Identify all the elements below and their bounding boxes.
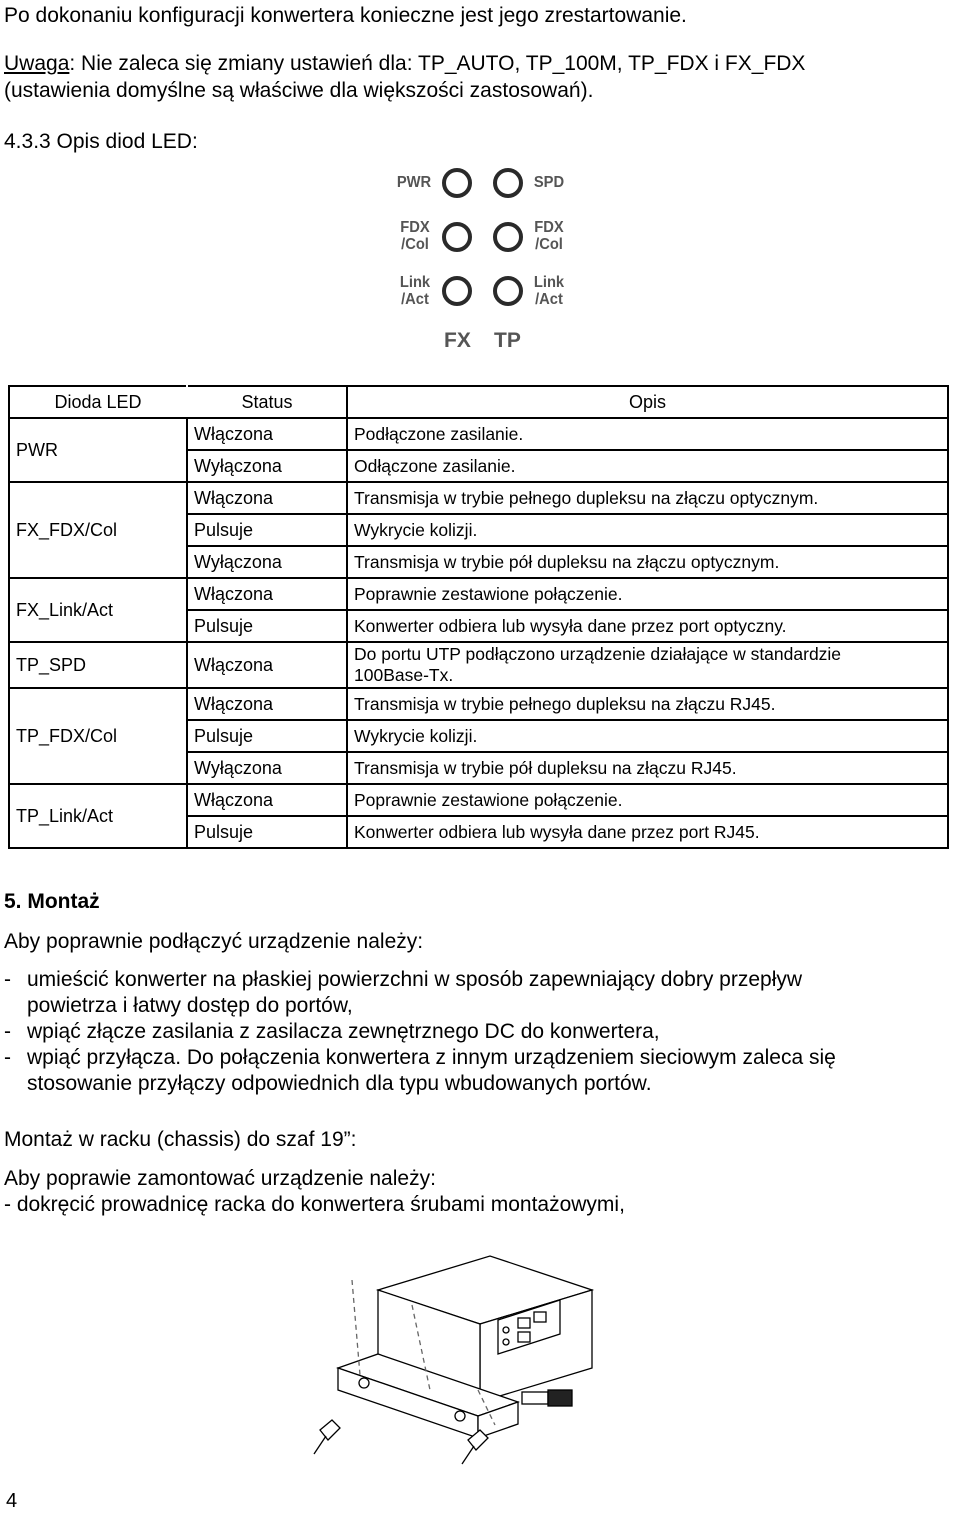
led-label-link-fx-1: Link: [399, 274, 431, 291]
led-name-cell: TP_Link/Act: [9, 784, 187, 848]
status-cell: Pulsuje: [187, 514, 347, 546]
led-name-cell: FX_FDX/Col: [9, 482, 187, 578]
montaz-heading: 5. Montaż: [4, 890, 100, 913]
led-label-fdx-fx-2: /Col: [401, 236, 429, 253]
rack-step: - dokręcić prowadnicę racka do konwertera śrubami montażowymi,: [4, 1193, 625, 1216]
list-item: [4, 967, 955, 993]
header-status: Status: [187, 386, 347, 418]
opis-cell: [347, 642, 948, 688]
table-row: [9, 578, 948, 610]
led-label-pwr: PWR: [396, 174, 432, 191]
status-cell: Włączona: [187, 482, 347, 514]
rack-mount-illustration: [300, 1250, 600, 1465]
warning-line-1: [4, 50, 805, 77]
status-cell: Wyłączona: [187, 546, 347, 578]
led-label-fdx-fx-1: FDX: [400, 219, 430, 236]
status-cell: Wyłączona: [187, 450, 347, 482]
warning-line-2: (ustawienia domyślne są właściwe dla większości zastosowań).: [4, 79, 594, 102]
led-label-fdx-tp-2: /Col: [535, 236, 563, 253]
list-text: stosowanie przyłączy odpowiednich dla typu wbudowanych portów.: [27, 1072, 652, 1095]
opis-cell: Konwerter odbiera lub wysyła dane przez port optyczny.: [347, 610, 948, 642]
status-cell: Włączona: [187, 642, 347, 688]
opis-cell: Transmisja w trybie pół dupleksu na złączu optycznym.: [347, 546, 948, 578]
rack-intro: Aby poprawie zamontować urządzenie należy:: [4, 1167, 436, 1190]
led-spd-indicator: [493, 168, 523, 198]
opis-cell: Poprawnie zestawione połączenie.: [347, 578, 948, 610]
status-cell: Pulsuje: [187, 610, 347, 642]
restart-note: Po dokonaniu konfiguracji konwertera konieczne jest jego zrestartowanie.: [4, 4, 687, 27]
opis-cell: Transmisja w trybie pół dupleksu na złączu RJ45.: [347, 752, 948, 784]
led-name-cell: TP_FDX/Col: [9, 688, 187, 784]
status-cell: Wyłączona: [187, 752, 347, 784]
list-item-continued: [4, 993, 955, 1019]
status-cell: Włączona: [187, 578, 347, 610]
led-column-fx: FX: [444, 329, 471, 352]
montaz-steps-list: [4, 967, 955, 1097]
table-row: [9, 688, 948, 720]
opis-cell: Podłączone zasilanie.: [347, 418, 948, 450]
table-row: [9, 642, 948, 688]
opis-line: Do portu UTP podłączono urządzenie działające w standardzie: [354, 644, 842, 664]
led-label-spd: SPD: [533, 174, 565, 191]
table-row: [9, 418, 948, 450]
led-column-tp: TP: [494, 329, 521, 352]
led-fdx-tp-indicator: [493, 222, 523, 252]
opis-cell: Odłączone zasilanie.: [347, 450, 948, 482]
rack-heading: Montaż w racku (chassis) do szaf 19”:: [4, 1128, 357, 1151]
list-item-continued: [4, 1071, 955, 1097]
list-item: [4, 1019, 955, 1045]
list-text: wpiąć przyłącza. Do połączenia konwertera z innym urządzeniem sieciowym zaleca się: [27, 1046, 836, 1069]
led-label-fdx-tp-1: FDX: [534, 219, 564, 236]
led-name-cell: PWR: [9, 418, 187, 482]
table-header-row: [9, 386, 948, 418]
status-cell: Pulsuje: [187, 816, 347, 848]
list-text: wpiąć złącze zasilania z zasilacza zewnętrznego DC do konwertera,: [27, 1020, 660, 1043]
status-cell: Włączona: [187, 784, 347, 816]
opis-cell: Konwerter odbiera lub wysyła dane przez port RJ45.: [347, 816, 948, 848]
led-label-link-tp-2: /Act: [535, 291, 563, 308]
list-item: [4, 1045, 955, 1071]
led-label-link-fx-2: /Act: [401, 291, 429, 308]
table-row: [9, 784, 948, 816]
list-text: umieścić konwerter na płaskiej powierzchni w sposób zapewniający dobry przepływ: [27, 968, 803, 991]
led-name-cell: FX_Link/Act: [9, 578, 187, 642]
page-number: 4: [6, 1490, 18, 1512]
led-link-tp-indicator: [493, 276, 523, 306]
list-dash: -: [4, 1046, 11, 1069]
list-dash: -: [4, 1020, 11, 1043]
status-cell: Włączona: [187, 418, 347, 450]
warning-label: Uwaga: [4, 52, 70, 75]
list-text: powietrza i łatwy dostęp do portów,: [27, 994, 353, 1017]
list-dash: -: [4, 968, 11, 991]
opis-cell: Wykrycie kolizji.: [347, 514, 948, 546]
status-cell: Pulsuje: [187, 720, 347, 752]
montaz-intro: Aby poprawnie podłączyć urządzenie należy:: [4, 930, 424, 953]
opis-line: 100Base-Tx.: [354, 665, 454, 685]
led-status-table: [8, 385, 949, 849]
opis-cell: Transmisja w trybie pełnego dupleksu na złączu optycznym.: [347, 482, 948, 514]
led-label-link-tp-1: Link: [533, 274, 565, 291]
warning-text: : Nie zaleca się zmiany ustawień dla: TP_AUTO, TP_100M, TP_FDX i FX_FDX: [69, 52, 806, 75]
opis-cell: Transmisja w trybie pełnego dupleksu na złączu RJ45.: [347, 688, 948, 720]
status-cell: Włączona: [187, 688, 347, 720]
header-dioda: Dioda LED: [9, 386, 187, 418]
led-link-fx-indicator: [442, 276, 472, 306]
led-pwr-indicator: [442, 168, 472, 198]
led-fdx-fx-indicator: [442, 222, 472, 252]
opis-cell: Wykrycie kolizji.: [347, 720, 948, 752]
opis-cell: Poprawnie zestawione połączenie.: [347, 784, 948, 816]
table-row: [9, 482, 948, 514]
led-name-cell: TP_SPD: [9, 642, 187, 688]
section-heading-led: 4.3.3 Opis diod LED:: [4, 130, 198, 153]
header-opis: Opis: [347, 386, 948, 418]
